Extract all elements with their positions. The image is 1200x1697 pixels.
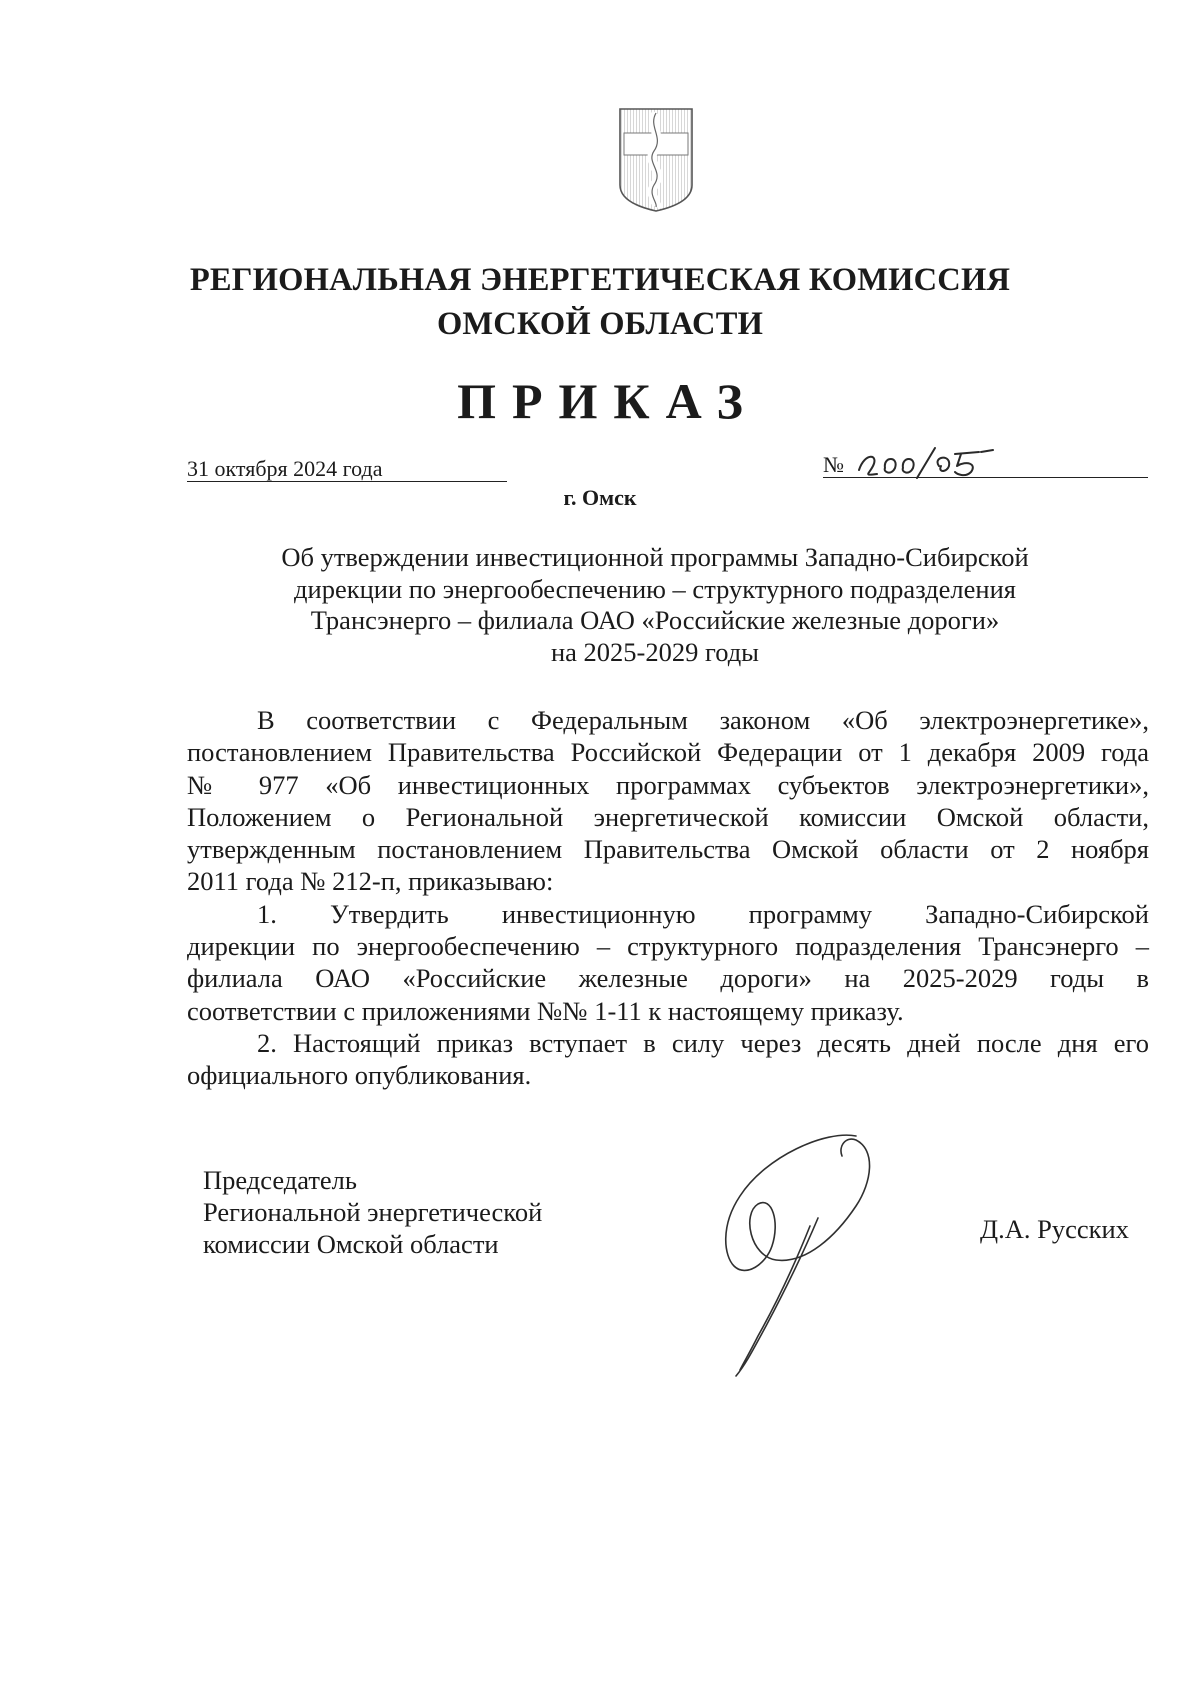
document-number-label: № xyxy=(823,452,844,477)
body-text-line: 2. Настоящий приказ вступает в силу через десять дней после дня его xyxy=(257,1027,1149,1058)
title-line: Трансэнерго – филиала ОАО «Российские железные дороги» xyxy=(310,605,1000,635)
body-text-line: дирекции по энергообеспечению – структурного подразделения Трансэнерго – xyxy=(187,931,1149,962)
signature-icon xyxy=(706,1126,896,1381)
title-line: дирекции по энергообеспечению – структурного подразделения xyxy=(294,573,1016,604)
organization-name-line-2: ОМСКОЙ ОБЛАСТИ xyxy=(436,306,764,342)
body-text-line: соответствии с приложениями №№ 1-11 к настоящему приказу. xyxy=(187,995,904,1026)
handwritten-number-icon xyxy=(855,444,1015,480)
body-text-line: официального опубликования. xyxy=(187,1060,532,1091)
body-text-line: Положением о Региональной энергетической комиссии Омской области, xyxy=(187,801,1149,832)
body-text-line: В соответствии с Федеральным законом «Об электроэнергетике», xyxy=(257,705,1149,735)
signatory-position-line: Председатель xyxy=(203,1165,357,1195)
body-text-line: № 977 «Об инвестиционных программах субъектов электроэнергетики», xyxy=(187,769,1149,800)
body-text-line: филиала ОАО «Российские железные дороги» на 2025-2029 годы в xyxy=(187,963,1149,994)
document-type-title: ПРИКАЗ xyxy=(457,373,759,429)
coat-of-arms-icon xyxy=(618,107,694,213)
title-line: Об утверждении инвестиционной программы Западно-Сибирской xyxy=(281,542,1029,572)
body-text-line: 2011 года № 212-п, приказываю: xyxy=(187,866,554,897)
body-text-line: 1. Утвердить инвестиционную программу Западно-Сибирской xyxy=(257,898,1149,929)
document-title xyxy=(250,542,1060,668)
body-text-line: постановлением Правительства Российской Федерации от 1 декабря 2009 года xyxy=(187,737,1149,768)
signatory-position xyxy=(203,1164,542,1260)
document-city: г. Омск xyxy=(563,485,637,510)
body-text-line: утвержденным постановлением Правительства Омской области от 2 ноября xyxy=(187,834,1149,865)
document-date: 31 октября 2024 года xyxy=(187,456,383,481)
document-body xyxy=(187,704,1149,1092)
signer-name: Д.А. Русских xyxy=(980,1214,1129,1244)
organization-name-line-1: РЕГИОНАЛЬНАЯ ЭНЕРГЕТИЧЕСКАЯ КОМИССИЯ xyxy=(189,262,1011,298)
date-underline xyxy=(187,481,507,482)
signatory-position-line: Региональной энергетической xyxy=(203,1197,543,1227)
signatory-position-line: комиссии Омской области xyxy=(203,1229,499,1259)
title-line: на 2025-2029 годы xyxy=(550,636,759,667)
